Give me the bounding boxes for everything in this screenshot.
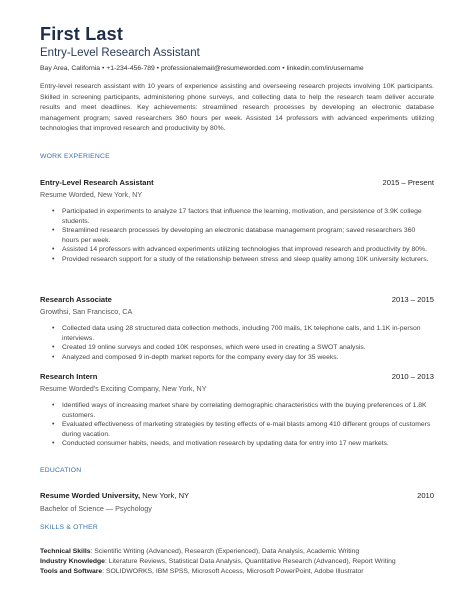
job-entry: [40, 372, 434, 449]
education-year: 2010: [417, 491, 434, 500]
job-title: Entry-Level Research Assistant: [40, 178, 154, 187]
section-title-experience: WORK EXPERIENCE: [40, 153, 110, 160]
skill-label: Tools and Software: [40, 567, 103, 575]
job-bullet: • Provided research support for a study of the relationship between stress and sleep quality among 10K university lecturers.: [52, 255, 434, 265]
job-title: Research Intern: [40, 372, 98, 381]
job-company: Resume Worded, New York, NY: [40, 190, 143, 199]
skill-row: [40, 567, 434, 577]
job-company: Resume Worded's Exciting Company, New York, NY: [40, 384, 207, 393]
job-bullet: • Analyzed and composed 9 in-depth market reports for the company every day for 35 weeks.: [52, 353, 434, 363]
candidate-name: First Last: [40, 24, 124, 44]
summary-paragraph: Entry-level research assistant with 10 years of experience assisting and overseeing research projects involving 10K participants. Skilled in screening participants, administering phone surveys, and collecting data to help the research team deliver accurate results and meet deadlines. Key achievements: streamlined research processes by developing an electronic database management program; saved researchers 360 hours per week. Assisted 14 professors with advanced experiments utilizing technologies that improved research and productivity by 80%.: [40, 83, 434, 132]
job-bullet: • Assisted 14 professors with advanced experiments utilizing technologies that improved research and productivity by 80%.: [52, 245, 434, 255]
skill-label: Industry Knowledge: [40, 557, 105, 565]
skill-row: [40, 557, 434, 567]
candidate-role: Entry-Level Research Assistant: [40, 47, 200, 59]
contact-line: Bay Area, California • +1-234-456-789 • professionalemail@resumeworded.com • linkedin.com/in/username: [40, 65, 364, 72]
skills-list: [40, 547, 434, 576]
job-bullets: [40, 207, 434, 265]
job-dates: 2015 – Present: [382, 178, 434, 187]
job-company: Growthsi, San Francisco, CA: [40, 307, 133, 316]
job-bullets: [40, 324, 434, 362]
school-name: Resume Worded University,: [40, 491, 141, 500]
education-degree: Bachelor of Science — Psychology: [40, 504, 152, 513]
job-bullet: • Identified ways of increasing market share by correlating demographic characteristics with the buying preferences of 1.8K customers.: [52, 401, 434, 420]
education-school: [40, 491, 189, 500]
job-bullet: • Created 19 online surveys and coded 10K responses, which were used in creating a SWOT analysis.: [52, 343, 434, 353]
education-entry: [40, 491, 434, 513]
job-bullet: • Evaluated effectiveness of marketing strategies by testing effects of e-mail blasts among 410 different groups of customers during vacation.: [52, 420, 434, 439]
job-bullet: • Streamlined research processes by developing an electronic database management program; saved researchers 360 hours per week.: [52, 226, 434, 245]
job-bullet: • Participated in experiments to analyze 17 factors that influence the learning, motivation, and persistence of 3.9K college students.: [52, 207, 434, 226]
section-title-skills: SKILLS & OTHER: [40, 524, 98, 531]
school-location: New York, NY: [140, 491, 190, 500]
job-entry: [40, 295, 434, 362]
job-bullets: [40, 401, 434, 449]
skill-label: Technical Skills: [40, 548, 91, 555]
skill-value: : Scientific Writing (Advanced), Research (Experienced), Data Analysis, Academic Writing: [90, 548, 360, 555]
job-title: Research Associate: [40, 295, 112, 304]
job-dates: 2010 – 2013: [391, 372, 434, 381]
section-title-education: EDUCATION: [40, 467, 82, 474]
job-dates: 2013 – 2015: [391, 295, 434, 304]
job-bullet: • Conducted consumer habits, needs, and motivation research by updating data for entry into 17 new markets.: [52, 439, 434, 449]
skill-value: : Literature Reviews, Statistical Data Analysis, Quantitative Research (Advanced), Report Writing: [104, 557, 396, 565]
job-bullet: • Collected data using 28 structured data collection methods, including 700 mails, 1K telephone calls, and 1.1K in-person interviews.: [52, 324, 434, 343]
job-entry: [40, 178, 434, 265]
skill-row: [40, 547, 434, 557]
skill-value: : SOLIDWORKS, IBM SPSS, Microsoft Access, Microsoft PowerPoint, Adobe Illustrator: [102, 567, 364, 575]
